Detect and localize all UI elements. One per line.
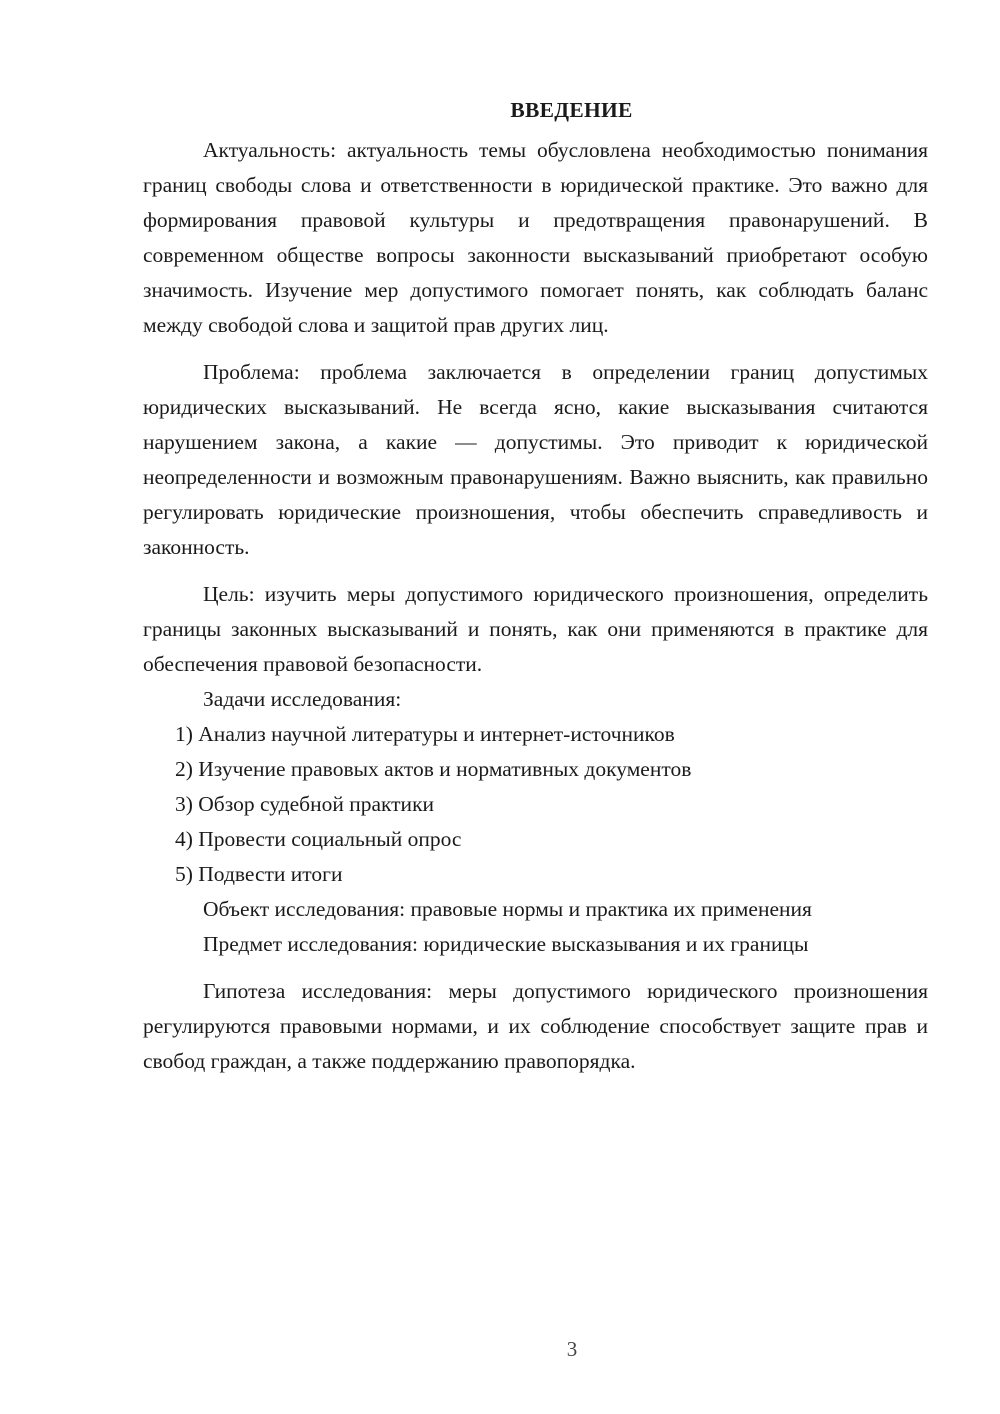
tasks-list xyxy=(143,717,928,892)
list-item: 5) Подвести итоги xyxy=(175,862,343,886)
tasks-heading: Задачи исследования: xyxy=(203,687,402,711)
page-content xyxy=(143,92,928,1079)
list-item: 4) Провести социальный опрос xyxy=(175,827,462,851)
list-item: 2) Изучение правовых актов и нормативных документов xyxy=(175,757,692,781)
list-item: 1) Анализ научной литературы и интернет-источников xyxy=(175,722,675,746)
goal-paragraph: Цель: изучить меры допустимого юридического произношения, определить границы законных высказываний и понять, как они применяются в практике для обеспечения правовой безопасности. xyxy=(143,582,928,676)
subject-paragraph: Предмет исследования: юридические высказывания и их границы xyxy=(203,932,809,956)
section-title: ВВЕДЕНИЕ xyxy=(510,98,633,122)
page-number: 3 xyxy=(566,1337,578,1361)
problem-paragraph: Проблема: проблема заключается в определении границ допустимых юридических высказываний. Не всегда ясно, какие высказывания считаются нарушением закона, а какие — допустимы. Это приводит к юридической неопределенности и возможным правонарушениям. Важно выяснить, как правильно регулировать юридические произношения, чтобы обеспечить справедливость и законность. xyxy=(143,360,928,559)
hypothesis-paragraph: Гипотеза исследования: меры допустимого юридического произношения регулируются правовыми нормами, и их соблюдение способствует защите прав и свобод граждан, а также поддержанию правопорядка. xyxy=(143,979,928,1073)
object-paragraph: Объект исследования: правовые нормы и практика их применения xyxy=(203,897,812,921)
relevance-paragraph: Актуальность: актуальность темы обусловлена необходимостью понимания границ свободы слова и ответственности в юридической практике. Это важно для формирования правовой культуры и предотвращения правонарушений. В современном обществе вопросы законности высказываний приобретают особую значимость. Изучение мер допустимого помогает понять, как соблюдать баланс между свободой слова и защитой прав других лиц. xyxy=(143,138,928,337)
list-item: 3) Обзор судебной практики xyxy=(175,792,435,816)
